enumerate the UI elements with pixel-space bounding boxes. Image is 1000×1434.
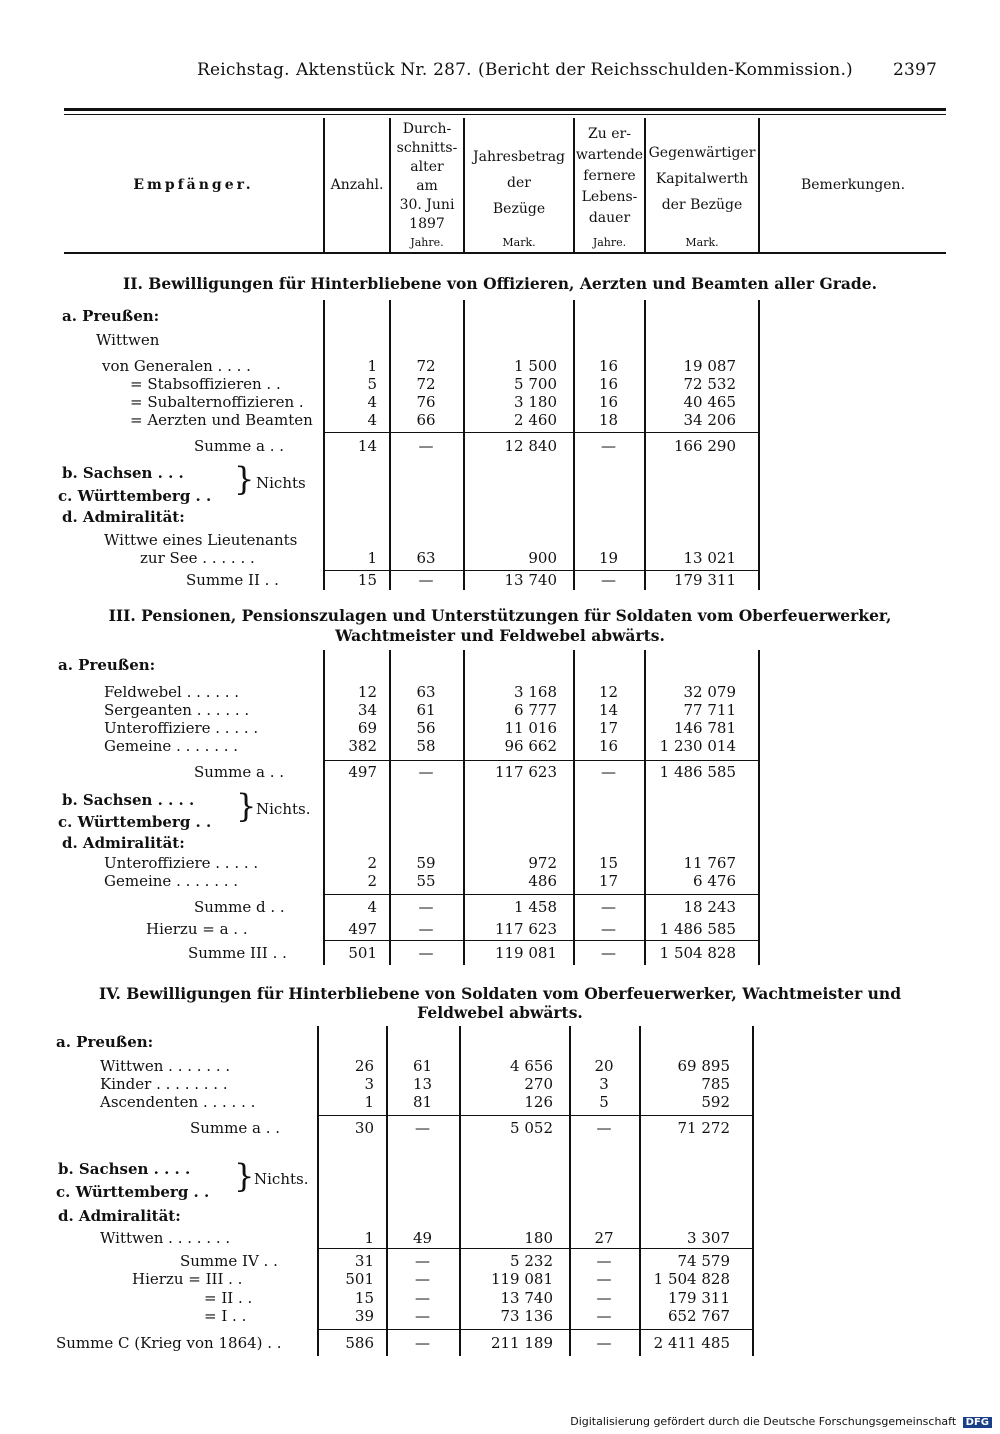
report-title: (Bericht der Reichsschulden-Kommission.) bbox=[478, 60, 853, 80]
table-row-alter: 49 bbox=[412, 1229, 433, 1247]
table-row-dauer: 15 bbox=[598, 854, 619, 872]
table-row-label: = Aerzten und Beamten bbox=[130, 411, 313, 429]
sum-row-alter: — bbox=[415, 1252, 430, 1270]
sum-row-dauer: — bbox=[601, 944, 616, 962]
table-row-label: Feldwebel . . . . . . bbox=[104, 683, 240, 701]
col-kapital-line: Gegenwärtiger bbox=[648, 145, 756, 161]
header-top-rule-thin bbox=[64, 114, 946, 115]
sec3-sumd-rule bbox=[323, 894, 760, 895]
hierzu-row-kapital: 652 767 bbox=[667, 1307, 730, 1325]
table-row-kapital: 13 021 bbox=[683, 549, 736, 567]
table-row-anzahl: 34 bbox=[357, 701, 377, 719]
sum-row-anzahl: 30 bbox=[354, 1119, 374, 1137]
table-row-dauer: 12 bbox=[598, 683, 619, 701]
sec3-suma-rule bbox=[323, 760, 760, 761]
col-dauer-line: Zu er- bbox=[588, 126, 631, 142]
sec3-c: c. Württemberg . . bbox=[58, 813, 212, 831]
table-row-anzahl: 26 bbox=[354, 1057, 374, 1075]
table-row-label: Gemeine . . . . . . . bbox=[104, 872, 239, 890]
sec3-a-heading: a. Preußen: bbox=[58, 656, 156, 674]
table-row-anzahl: 1 bbox=[367, 549, 377, 567]
sec3-b: b. Sachsen . . . . bbox=[62, 791, 195, 809]
col-alter bbox=[391, 120, 463, 234]
sum-row-dauer: — bbox=[601, 898, 616, 916]
hierzu-row-label: = II . . bbox=[204, 1289, 253, 1307]
sum-row-alter: — bbox=[415, 1334, 430, 1352]
sum-row-anzahl: 497 bbox=[348, 763, 377, 781]
hierzu-row-betrag: 13 740 bbox=[500, 1289, 553, 1307]
table-row-dauer: 16 bbox=[598, 357, 619, 375]
sum-row-alter: — bbox=[418, 437, 434, 455]
page-number: 2397 bbox=[893, 60, 938, 80]
col-dauer-line: Lebens- bbox=[581, 189, 638, 205]
sum-row-betrag: 211 189 bbox=[490, 1334, 553, 1352]
hierzu-row-betrag: 73 136 bbox=[500, 1307, 553, 1325]
hierzu-row-alter: — bbox=[418, 920, 434, 938]
sum-row-dauer: — bbox=[596, 1334, 612, 1352]
hierzu-row-dauer: — bbox=[596, 1270, 612, 1288]
table-row-label: Sergeanten . . . . . . bbox=[104, 701, 250, 719]
table-row-betrag: 972 bbox=[528, 854, 557, 872]
sec2-d: d. Admiralität: bbox=[62, 508, 185, 526]
footer-credit bbox=[570, 1415, 992, 1428]
table-row-betrag: 270 bbox=[524, 1075, 553, 1093]
col-alter-line: 1897 bbox=[409, 216, 445, 232]
table-row-label: = Subalternoffizieren . bbox=[130, 393, 304, 411]
col-bemerkungen: Bemerkungen. bbox=[800, 177, 906, 193]
sec4-b: b. Sachsen . . . . bbox=[58, 1160, 191, 1178]
sec3-col-divider bbox=[758, 650, 760, 965]
sum-row-anzahl: 586 bbox=[345, 1334, 374, 1352]
table-row-alter: 81 bbox=[412, 1093, 433, 1111]
table-row-alter: 63 bbox=[416, 683, 436, 701]
sum-row-betrag: 5 232 bbox=[510, 1252, 553, 1270]
sum-row-anzahl: 31 bbox=[354, 1252, 374, 1270]
table-row-dauer: 17 bbox=[598, 719, 619, 737]
table-row-dauer: 16 bbox=[598, 375, 619, 393]
section-iv-title-line2: Feldwebel abwärts. bbox=[417, 1003, 583, 1022]
col-dauer-line: dauer bbox=[588, 210, 631, 226]
table-row-dauer: 18 bbox=[598, 411, 619, 429]
table-row-anzahl: 1 bbox=[367, 357, 377, 375]
sum-row-kapital: 18 243 bbox=[683, 898, 736, 916]
hierzu-row-anzahl: 15 bbox=[354, 1289, 374, 1307]
table-row-label: Wittwen . . . . . . . bbox=[100, 1229, 231, 1247]
sec2-c: c. Württemberg . . bbox=[58, 487, 212, 505]
sec4-d: d. Admiralität: bbox=[58, 1207, 181, 1225]
sum-row-alter: — bbox=[418, 944, 434, 962]
table-row-anzahl: 4 bbox=[367, 411, 377, 429]
table-row-kapital: 146 781 bbox=[673, 719, 736, 737]
table-row-anzahl: 1 bbox=[364, 1093, 374, 1111]
sum-row-label: Summe III . . bbox=[188, 944, 287, 962]
table-row-kapital: 40 465 bbox=[683, 393, 736, 411]
table-row-kapital: 77 711 bbox=[683, 701, 736, 719]
col-alter-line: alter bbox=[410, 159, 444, 175]
table-row-dauer: 14 bbox=[598, 701, 619, 719]
hierzu-row-alter: — bbox=[415, 1270, 430, 1288]
table-row-dauer: 16 bbox=[598, 737, 619, 755]
unit-dauer: Jahre. bbox=[592, 236, 627, 249]
sum-row-alter: — bbox=[415, 1119, 430, 1137]
sum-row-alter: — bbox=[418, 571, 434, 589]
hierzu-row-alter: — bbox=[415, 1289, 430, 1307]
sum-row-dauer: — bbox=[596, 1119, 612, 1137]
table-row-kapital: 785 bbox=[701, 1075, 730, 1093]
table-row-label: Kinder . . . . . . . . bbox=[100, 1075, 228, 1093]
table-row-betrag: 96 662 bbox=[504, 737, 557, 755]
sum-row-kapital: 179 311 bbox=[673, 571, 736, 589]
table-row-dauer: 17 bbox=[598, 872, 619, 890]
hierzu-row-anzahl: 39 bbox=[354, 1307, 374, 1325]
table-row-dauer: 27 bbox=[594, 1229, 614, 1247]
sec3-d: d. Admiralität: bbox=[62, 834, 185, 852]
sec4-sum4-rule bbox=[317, 1248, 754, 1249]
table-row-betrag: 3 168 bbox=[514, 683, 557, 701]
brace-icon: } bbox=[234, 1157, 255, 1195]
table-row-anzahl: 12 bbox=[357, 683, 377, 701]
section-iii-title-line1: III. Pensionen, Pensionszulagen und Unterstützungen für Soldaten vom Oberfeuerwerker, bbox=[108, 606, 892, 625]
sec2-col-divider bbox=[758, 300, 760, 590]
header-top-rule bbox=[64, 108, 946, 111]
sum-row-kapital: 1 486 585 bbox=[659, 763, 736, 781]
sec2-b: b. Sachsen . . . bbox=[62, 464, 184, 482]
table-row-label: von Generalen . . . . bbox=[102, 357, 251, 375]
table-row-alter: 56 bbox=[416, 719, 436, 737]
section-iii-title-line2: Wachtmeister und Feldwebel abwärts. bbox=[335, 626, 665, 645]
col-betrag bbox=[465, 144, 573, 222]
sum-row-label: Summe a . . bbox=[194, 437, 285, 455]
table-row-betrag: 900 bbox=[528, 549, 557, 567]
table-row-alter: 72 bbox=[416, 357, 436, 375]
table-row-betrag: 3 180 bbox=[514, 393, 557, 411]
table-row-label: Wittwen . . . . . . . bbox=[100, 1057, 231, 1075]
hierzu-row-label: Hierzu = III . . bbox=[132, 1270, 243, 1288]
col-anzahl: Anzahl. bbox=[330, 177, 384, 193]
sec2-lt-line1: Wittwe eines Lieutenants bbox=[104, 531, 298, 549]
col-alter-line: schnitts- bbox=[396, 140, 458, 156]
col-dauer bbox=[575, 124, 644, 229]
sum-row-kapital: 1 504 828 bbox=[659, 944, 736, 962]
table-row-anzahl: 4 bbox=[367, 393, 377, 411]
sum-row-label: Summe a . . bbox=[190, 1119, 281, 1137]
col-kapital bbox=[646, 140, 758, 218]
sum-row-kapital: 166 290 bbox=[673, 437, 736, 455]
table-row-alter: 55 bbox=[416, 872, 436, 890]
sum-row-betrag: 117 623 bbox=[494, 763, 557, 781]
table-row-dauer: 16 bbox=[598, 393, 619, 411]
header-bottom-rule bbox=[64, 252, 946, 254]
sec2-suma-rule bbox=[323, 432, 760, 433]
sum-row-label: Summe a . . bbox=[194, 763, 285, 781]
table-row-alter: 63 bbox=[416, 549, 436, 567]
sec3-nichts: Nichts. bbox=[256, 800, 311, 818]
table-row-kapital: 19 087 bbox=[683, 357, 736, 375]
hierzu-row-kapital: 1 486 585 bbox=[659, 920, 736, 938]
sum-row-betrag: 13 740 bbox=[504, 571, 557, 589]
table-row-kapital: 11 767 bbox=[683, 854, 736, 872]
col-dauer-line: fernere bbox=[583, 168, 636, 184]
brace-icon: } bbox=[236, 787, 257, 825]
hierzu-row-anzahl: 501 bbox=[345, 1270, 374, 1288]
sum-row-anzahl: 14 bbox=[357, 437, 377, 455]
table-row-anzahl: 3 bbox=[364, 1075, 374, 1093]
table-row-alter: 58 bbox=[416, 737, 436, 755]
table-row-anzahl: 2 bbox=[367, 854, 377, 872]
col-betrag-line: Bezüge bbox=[492, 201, 546, 217]
table-row-alter: 72 bbox=[416, 375, 436, 393]
sum-row-dauer: — bbox=[601, 437, 616, 455]
sum-row-label: Summe d . . bbox=[194, 898, 285, 916]
sum-row-alter: — bbox=[418, 898, 434, 916]
hierzu-row-dauer: — bbox=[596, 1289, 612, 1307]
sum-row-dauer: — bbox=[596, 1252, 612, 1270]
col-betrag-line: Jahresbetrag bbox=[472, 149, 565, 165]
col-alter-line: Durch- bbox=[402, 121, 452, 137]
col-kapital-line: der Bezüge bbox=[661, 197, 743, 213]
table-row-kapital: 32 079 bbox=[683, 683, 736, 701]
table-row-anzahl: 382 bbox=[348, 737, 377, 755]
hierzu-row-kapital: 1 504 828 bbox=[653, 1270, 730, 1288]
table-row-betrag: 180 bbox=[524, 1229, 553, 1247]
col-alter-line: 30. Juni bbox=[399, 197, 455, 213]
table-row-kapital: 69 895 bbox=[677, 1057, 730, 1075]
table-row-kapital: 3 307 bbox=[687, 1229, 730, 1247]
unit-alter: Jahre. bbox=[410, 236, 444, 249]
table-row-kapital: 592 bbox=[701, 1093, 730, 1111]
brace-icon: } bbox=[234, 460, 255, 498]
table-row-kapital: 72 532 bbox=[683, 375, 736, 393]
sec4-suma-rule bbox=[317, 1115, 754, 1116]
table-row-label: Unteroffiziere . . . . . bbox=[104, 719, 259, 737]
table-row-dauer: 5 bbox=[599, 1093, 609, 1111]
sum-row-dauer: — bbox=[601, 763, 616, 781]
col-dauer-line: wartende bbox=[575, 147, 644, 163]
sum-row-kapital: 71 272 bbox=[677, 1119, 730, 1137]
section-ii-title: II. Bewilligungen für Hinterbliebene von Offizieren, Aerzten und Beamten aller Grade. bbox=[122, 274, 878, 293]
table-row-label: Ascendenten . . . . . . bbox=[100, 1093, 256, 1111]
table-row-anzahl: 1 bbox=[364, 1229, 374, 1247]
table-row-anzahl: 69 bbox=[357, 719, 377, 737]
hierzu-row-betrag: 119 081 bbox=[490, 1270, 553, 1288]
table-row-dauer: 19 bbox=[598, 549, 619, 567]
sum-row-betrag: 1 458 bbox=[514, 898, 557, 916]
sum-row-label: Summe II . . bbox=[186, 571, 279, 589]
sec4-c: c. Württemberg . . bbox=[56, 1183, 210, 1201]
hierzu-row-label: Hierzu = a . . bbox=[146, 920, 248, 938]
table-row-betrag: 486 bbox=[528, 872, 557, 890]
hierzu-row-dauer: — bbox=[601, 920, 616, 938]
footer-text: Digitalisierung gefördert durch die Deutsche Forschungsgemeinschaft bbox=[570, 1415, 957, 1428]
table-row-betrag: 11 016 bbox=[504, 719, 557, 737]
sec2-a-heading: a. Preußen: bbox=[62, 307, 160, 325]
sum-row-dauer: — bbox=[601, 571, 616, 589]
col-betrag-line: der bbox=[507, 175, 531, 191]
sum-row-label: Summe IV . . bbox=[180, 1252, 278, 1270]
sum-row-anzahl: 501 bbox=[348, 944, 377, 962]
table-row-betrag: 5 700 bbox=[514, 375, 557, 393]
hierzu-row-label: = I . . bbox=[204, 1307, 247, 1325]
sum-row-betrag: 119 081 bbox=[494, 944, 557, 962]
table-row-betrag: 126 bbox=[524, 1093, 553, 1111]
sec2-witwen: Wittwen bbox=[96, 331, 160, 349]
table-row-alter: 59 bbox=[416, 854, 436, 872]
sum-row-kapital: 2 411 485 bbox=[653, 1334, 730, 1352]
unit-betrag: Mark. bbox=[502, 236, 536, 249]
hierzu-row-dauer: — bbox=[596, 1307, 612, 1325]
sum-row-label: Summe C (Krieg von 1864) . . bbox=[56, 1334, 282, 1352]
sum-row-kapital: 74 579 bbox=[677, 1252, 730, 1270]
hierzu-row-alter: — bbox=[415, 1307, 430, 1325]
table-row-anzahl: 5 bbox=[367, 375, 377, 393]
sec2-nichts: Nichts bbox=[256, 474, 306, 492]
table-row-alter: 61 bbox=[412, 1057, 433, 1075]
col-kapital-line: Kapitalwerth bbox=[655, 171, 749, 187]
sec4-sumc-rule bbox=[317, 1329, 754, 1330]
table-row-kapital: 34 206 bbox=[683, 411, 736, 429]
table-row-betrag: 4 656 bbox=[510, 1057, 553, 1075]
sec4-nichts: Nichts. bbox=[254, 1170, 309, 1188]
sec4-col-divider bbox=[752, 1026, 754, 1356]
unit-kapital: Mark. bbox=[685, 236, 719, 249]
table-row-alter: 76 bbox=[416, 393, 436, 411]
sum-row-betrag: 12 840 bbox=[504, 437, 557, 455]
table-row-anzahl: 2 bbox=[367, 872, 377, 890]
table-row-label: = Stabsoffizieren . . bbox=[130, 375, 281, 393]
section-iv-title-line1: IV. Bewilligungen für Hinterbliebene von Soldaten vom Oberfeuerwerker, Wachtmeister und bbox=[98, 984, 902, 1003]
table-row-alter: 13 bbox=[412, 1075, 433, 1093]
running-header-left: Reichstag. bbox=[197, 60, 290, 80]
hierzu-row-betrag: 117 623 bbox=[494, 920, 557, 938]
sec4-a-heading: a. Preußen: bbox=[56, 1033, 154, 1051]
hierzu-row-kapital: 179 311 bbox=[667, 1289, 730, 1307]
table-row-kapital: 1 230 014 bbox=[659, 737, 736, 755]
dfg-logo: DFG bbox=[963, 1417, 992, 1428]
sec2-lt-line2: zur See . . . . . . bbox=[140, 549, 255, 567]
table-row-label: Unteroffiziere . . . . . bbox=[104, 854, 259, 872]
table-row-alter: 61 bbox=[416, 701, 436, 719]
table-row-label: Gemeine . . . . . . . bbox=[104, 737, 239, 755]
table-row-betrag: 6 777 bbox=[514, 701, 557, 719]
table-row-dauer: 3 bbox=[599, 1075, 609, 1093]
table-row-kapital: 6 476 bbox=[693, 872, 736, 890]
document-number: Aktenstück Nr. 287. bbox=[296, 60, 472, 80]
sum-row-betrag: 5 052 bbox=[510, 1119, 553, 1137]
hierzu-row-anzahl: 497 bbox=[348, 920, 377, 938]
col-alter-line: am bbox=[416, 178, 438, 194]
sum-row-anzahl: 15 bbox=[357, 571, 377, 589]
table-row-alter: 66 bbox=[416, 411, 436, 429]
table-row-dauer: 20 bbox=[594, 1057, 614, 1075]
sec3-sum-rule bbox=[323, 940, 760, 941]
col-empfaenger: Empfänger. bbox=[133, 177, 254, 193]
table-row-betrag: 2 460 bbox=[514, 411, 557, 429]
table-row-betrag: 1 500 bbox=[514, 357, 557, 375]
sum-row-anzahl: 4 bbox=[367, 898, 377, 916]
sum-row-alter: — bbox=[418, 763, 434, 781]
